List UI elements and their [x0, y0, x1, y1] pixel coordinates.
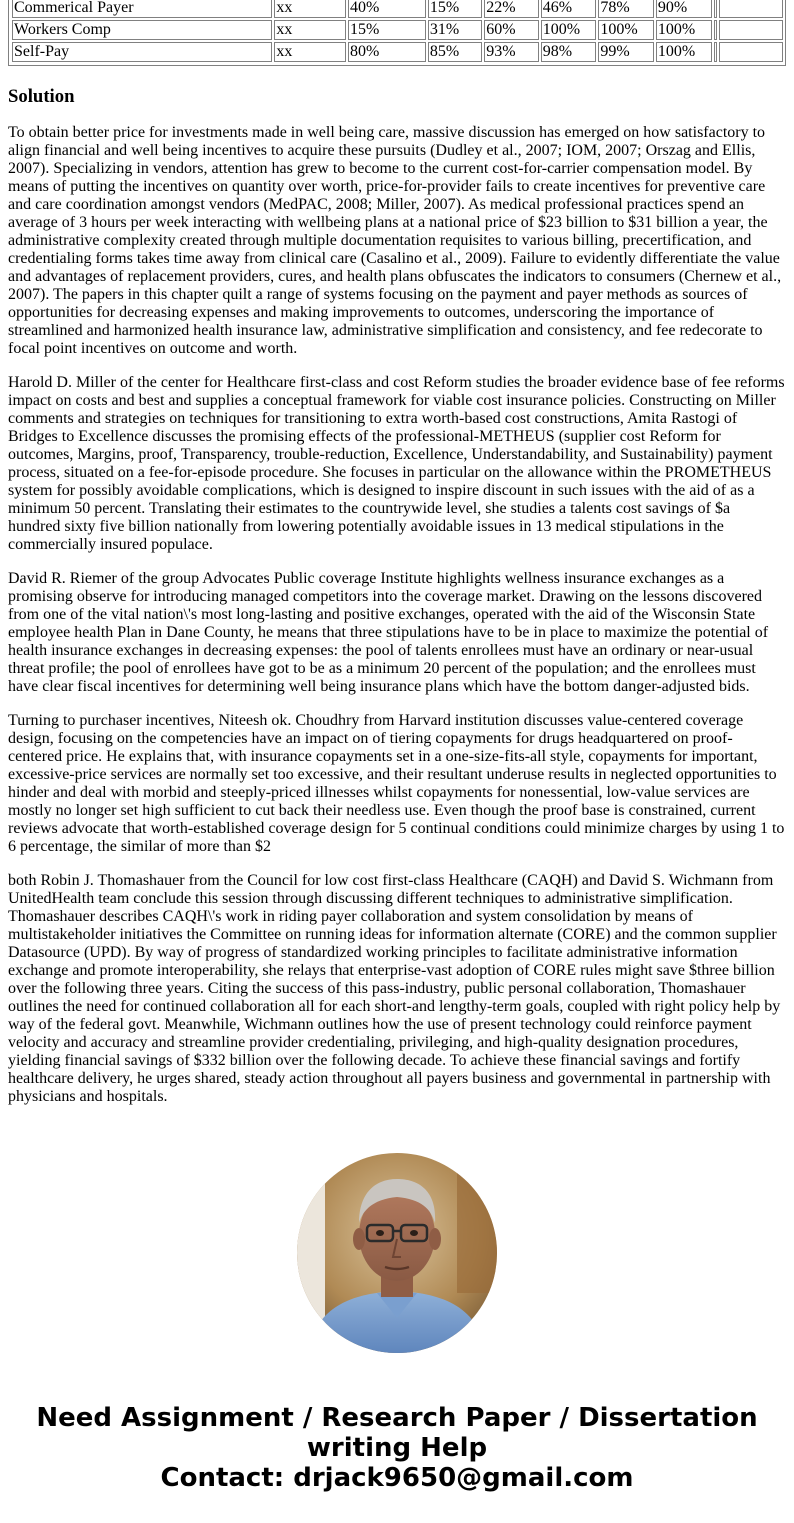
table-cell: 100% [656, 42, 712, 62]
paragraph: both Robin J. Thomashauer from the Council for low cost first-class Healthcare (CAQH) and David S. Wichmann from UnitedHealth team conclude this session through discussing different techniques to administrative simplification. Thomashauer describes CAQH\'s work in riding payer collaboration and system consolidation by means of multistakeholder initiatives the Committee on running ideas for information alternate (CORE) and the common supplier Datasource (UPD). By way of progress of standardized working principles to facilitate administrative information exchange and promote interoperability, she relays that enterprise-vast adoption of CORE rules might save $three billion over the following three years. Citing the success of this pass-industry, public personal collaboration, Thomashauer outlines the need for continued collaboration all for each short-and lengthy-term goals, coupled with right policy help by way of the federal govt. Meanwhile, Wichmann outlines how the use of present technology could reinforce payment velocity and accuracy and streamline provider credentialing, privileging, and high-quality designation procedures, yielding financial savings of $332 billion over the following decade. To achieve these financial savings and fortify healthcare delivery, he urges shared, steady action throughout all payers business and governmental in partnership with physicians and hospitals. [8, 872, 781, 1105]
contact-email: Contact: drjack9650@gmail.com [160, 1463, 634, 1493]
table-cell: 85% [428, 42, 482, 62]
solution-body [8, 124, 786, 1122]
table-cell: 98% [541, 42, 597, 62]
portrait-image [297, 1153, 497, 1353]
table-cell [719, 0, 784, 18]
paragraph: To obtain better price for investments made in well being care, massive discussion has emerged on how satisfactory to align financial and well being incentives to acquire these pursuits (Dudley et al., 2007; IOM, 2007; Orszag and Ellis, 2007). Specializing in vendors, attention has grew to become to the current cost-for-carrier compensation model. By means of putting the incentives on quantity over worth, price-for-provider fails to create incentives for preventive care and care coordination amongst vendors (MedPAC, 2008; Miller, 2007). As medical professional practices spend an average of 3 hours per week interacting with wellbeing plans at a national price of $23 billion to $31 billion a year, the administrative complexity created through multiple documentation requisites to various billing, precertification, and credentialing forms takes time away from clinical care (Casalino et al., 2009). Failure to evidently differentiate the value and advantages of replacement providers, cures, and health plans obfuscates the indicators to consumers (Chernew et al., 2007). The papers in this chapter quilt a range of systems focusing on the payment and payer methods as sources of opportunities for decreasing expenses and making improvements to outcomes, underscoring the importance of streamlined and harmonized health insurance law, administrative simplification and consistency, and fee redecorate to focal point incentives on outcome and worth. [8, 124, 782, 357]
solution-heading: Solution [8, 86, 75, 107]
table-cell [714, 0, 717, 18]
paragraph: David R. Riemer of the group Advocates Public coverage Institute highlights wellness insurance exchanges as a promising observe for introducing managed competitors into the coverage market. Drawing on the lessons discovered from one of the vital nation\'s most long-lasting and positive exchanges, operated with the aid of the Wisconsin State employee health Plan in Dane County, he means that three stipulations have to be in place to maximize the potential of health insurance exchanges in decreasing expenses: the pool of talents enrollees must have an ordinary or near-usual threat profile; the pool of enrollees have got to be as a minimum 20 percent of the population; and the enrollees must have clear fiscal incentives for determining well being insurance plans which have the bottom danger-adjusted bids. [8, 570, 769, 695]
table-cell: 60% [484, 20, 538, 40]
table-cell: xx [274, 0, 346, 18]
table-cell: Commerical Payer [12, 0, 272, 18]
table-cell: 40% [348, 0, 426, 18]
table-cell: 100% [656, 20, 712, 40]
paragraph: Harold D. Miller of the center for Healthcare first-class and cost Reform studies the broader evidence base of fee reforms impact on costs and best and supplies a conceptual framework for viable cost insurance policies. Constructing on Miller comments and strategies on techniques for transitioning to extra worth-based cost constructions, Amita Rastogi of Bridges to Excellence discusses the promising effects of the professional-METHEUS (supplier cost Reform for outcomes, Margins, proof, Transparency, trouble-reduction, Excellence, Understandability, and Sustainability) payment process, situated on a fee-for-episode procedure. She focuses in particular on the allowance within the PROMETHEUS system for possibly avoidable complications, which is designed to inspire discount in such issues with the aid of as a minimum 50 percent. Translating their estimates to the countrywide level, she studies a talents cost savings of $a hundred sixty five billion nationally from lowering potentially avoidable issues in 13 medical stipulations in the commercially insured populace. [8, 374, 785, 553]
table-cell: 80% [348, 42, 426, 62]
table-cell: 100% [598, 20, 654, 40]
table-cell [719, 42, 784, 62]
payer-table-container [8, 0, 786, 66]
table-cell: 46% [541, 0, 597, 18]
author-avatar [297, 1153, 497, 1353]
table-cell: 93% [484, 42, 538, 62]
paragraph: Turning to purchaser incentives, Niteesh ok. Choudhry from Harvard institution discusses value-centered coverage design, focusing on the competencies have an impact on of tiering copayments for drugs headquartered on proof-centered price. He explains that, with insurance copayments set in a one-size-fits-all style, copayments for important, excessive-price services are normally set too excessive, and their resultant underuse results in neglected opportunities to hinder and deal with morbid and steeply-priced illnesses whilst copayments for nonessential, low-value services are mostly no longer set high sufficient to cut back their needless use. Even though the proof base is constrained, current reviews advocate that worth-established coverage design for 5 continual conditions could minimize charges by using 1 to 6 percentage, the similar of more than $2 [8, 712, 785, 855]
table-cell: 31% [428, 20, 482, 40]
table-cell: 100% [541, 20, 597, 40]
table-cell: 78% [598, 0, 654, 18]
table-cell: 99% [598, 42, 654, 62]
table-cell: xx [274, 42, 346, 62]
table-cell [719, 20, 784, 40]
table-cell: 90% [656, 0, 712, 18]
table-cell: 15% [348, 20, 426, 40]
table-cell: Workers Comp [12, 20, 272, 40]
table-row [12, 20, 783, 40]
table-cell [714, 20, 717, 40]
cta-line: Need Assignment / Research Paper / Dissertation [36, 1403, 758, 1433]
table-row [12, 0, 783, 18]
table-cell: Self-Pay [12, 42, 272, 62]
table-cell: xx [274, 20, 346, 40]
cta-line: writing Help [306, 1433, 488, 1463]
table-row [12, 42, 783, 62]
table-cell: 15% [428, 0, 482, 18]
contact-banner [0, 1403, 794, 1493]
table-cell [714, 42, 717, 62]
table-cell: 22% [484, 0, 538, 18]
payer-table [10, 0, 785, 64]
